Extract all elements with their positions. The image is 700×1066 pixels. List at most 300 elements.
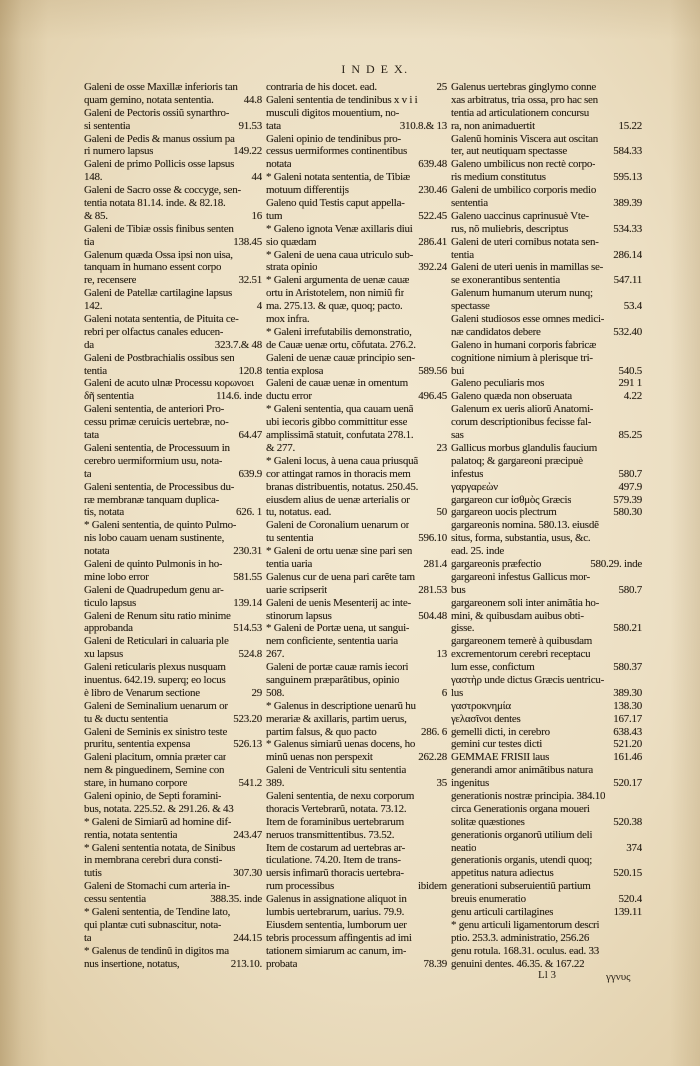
entry-text: ticulatione. 74.20. Item de trans- xyxy=(266,854,401,867)
page-reference: 244.15 xyxy=(233,931,262,944)
index-entry-line xyxy=(451,455,642,468)
page-reference: 230.46 xyxy=(418,184,447,197)
page-reference: 389.39 xyxy=(613,197,642,210)
index-entry-line xyxy=(266,661,447,674)
index-entry-line xyxy=(84,532,262,545)
entry-text: ortu in Aristotelem, non nimiũ fir xyxy=(266,287,405,300)
index-entry-line xyxy=(84,300,262,313)
page-reference: 524.8 xyxy=(238,648,262,661)
entry-text: ma. 275.13. & quæ, quoq; pacto. xyxy=(266,300,403,313)
index-entry-line xyxy=(266,958,447,971)
page-reference: 504.48 xyxy=(418,609,447,622)
index-entry-line xyxy=(84,893,262,906)
entry-text: γαστροκνημία xyxy=(451,699,511,712)
index-entry-line xyxy=(451,416,642,429)
index-entry-line xyxy=(266,532,447,545)
index-entry-line xyxy=(266,842,447,855)
entry-text: tentia xyxy=(451,248,474,261)
entry-text: partim falsus, & quo pacto xyxy=(266,725,377,738)
page-reference: 520.15 xyxy=(613,867,642,880)
entry-text: Galeno peculiaris mos xyxy=(451,377,545,390)
entry-text: appetitus natura adiectus xyxy=(451,867,554,880)
entry-text: stare, in humano corpore xyxy=(84,777,188,790)
page-reference: 15.22 xyxy=(618,119,642,132)
page-reference: 230.31 xyxy=(233,545,262,558)
entry-text: qui plantæ cuti subnascitur, nota- xyxy=(84,918,222,931)
entry-text: * Galeni sententia, de Tendine lato, xyxy=(84,906,231,918)
index-entry-line xyxy=(451,713,642,726)
entry-text: de Cauæ uenæ ortu, cõfutata. 276.2. xyxy=(266,338,416,351)
page-reference: 23 xyxy=(436,441,447,454)
index-entry-line xyxy=(266,597,447,610)
page-reference: 595.13 xyxy=(613,171,642,184)
entry-text: Galeno quid Testis caput appella- xyxy=(266,197,405,210)
index-entry-line xyxy=(451,158,642,171)
index-entry-line xyxy=(451,107,642,120)
index-entry-line xyxy=(84,674,262,687)
page-reference: 139.11 xyxy=(613,906,642,918)
index-entry-line xyxy=(266,223,447,236)
entry-text: * Galenus de tendinũ in digitos ma xyxy=(84,944,229,957)
entry-text: Galenus cur de uena pari carẽte tam xyxy=(266,570,415,583)
page-reference: 496.45 xyxy=(418,390,447,403)
page-reference: 389.30 xyxy=(613,686,642,699)
entry-text: * Galeni notata sententia, de Tibiæ xyxy=(266,171,411,184)
index-entry-line xyxy=(451,726,642,739)
index-entry-line xyxy=(266,442,447,455)
index-entry-line xyxy=(451,94,642,107)
entry-text: ri numero lapsus xyxy=(84,145,154,158)
index-entry-line xyxy=(451,442,642,455)
index-entry-line xyxy=(84,377,262,390)
entry-text: Gallicus morbus glandulis faucium xyxy=(451,441,598,454)
index-entry-line xyxy=(451,287,642,300)
page-reference: 534.33 xyxy=(613,222,642,235)
entry-text: generandi amor animãtibus natura xyxy=(451,764,593,777)
index-entry-line xyxy=(266,236,447,249)
index-entry-line xyxy=(84,738,262,751)
index-entry-line xyxy=(266,545,447,558)
index-entry-line xyxy=(451,945,642,958)
entry-text: ræ membranæ tanquam duplica- xyxy=(84,493,220,506)
entry-text: gargareon uocis plectrum xyxy=(451,506,557,519)
index-entry-line xyxy=(84,803,262,816)
index-entry-line xyxy=(451,545,642,558)
index-entry-line xyxy=(266,249,447,262)
index-entry-line xyxy=(266,738,447,751)
index-entry-line xyxy=(266,584,447,597)
index-entry-line xyxy=(84,726,262,739)
index-entry-line xyxy=(266,700,447,713)
entry-text: excrementorum cerebri receptacu xyxy=(451,648,591,661)
page-reference: 520.4 xyxy=(618,893,642,906)
page-reference: 392.24 xyxy=(418,261,447,274)
page-reference: 514.53 xyxy=(233,622,262,635)
index-entry-line xyxy=(266,571,447,584)
index-entry-line xyxy=(84,133,262,146)
entry-text: cerebro uermiformium usu, nota- xyxy=(84,454,223,467)
entry-text: tata xyxy=(84,429,99,442)
index-entry-line xyxy=(84,519,262,532)
page-reference: 388.35. inde xyxy=(210,893,262,906)
index-entry-line xyxy=(266,468,447,481)
index-entry-line xyxy=(451,429,642,442)
index-entry-line xyxy=(451,274,642,287)
index-entry-line xyxy=(84,919,262,932)
entry-text: generationis nostræ principia. 384.10 xyxy=(451,789,606,802)
entry-text: tutis xyxy=(84,867,102,880)
index-entry-line xyxy=(266,377,447,390)
entry-text: Galeni de uenæ cauæ principio sen- xyxy=(266,351,415,364)
page-reference: 167.17 xyxy=(613,712,642,725)
index-entry-line xyxy=(266,751,447,764)
entry-text: uarie scripserit xyxy=(266,583,328,596)
index-entry-line xyxy=(84,494,262,507)
entry-text: sententia xyxy=(451,197,488,210)
entry-text: merariæ & axillaris, partim uerus, xyxy=(266,712,407,725)
entry-text: pruritu, sententia expensa xyxy=(84,738,191,751)
entry-text: minũ uenas non perspexit xyxy=(266,751,373,764)
entry-text: nus insertione, notatus, xyxy=(84,957,180,970)
page-reference: 584.33 xyxy=(613,145,642,158)
index-entry-line xyxy=(84,558,262,571)
entry-text: sanguinem præparãtibus, opinio xyxy=(266,673,400,686)
entry-text: Galeno quæda non obseruata xyxy=(451,390,572,403)
entry-text: tanquam in humano essent corpo xyxy=(84,261,222,274)
entry-text: Galeni de Pedis & manus ossium pa xyxy=(84,132,235,145)
index-entry-line xyxy=(451,893,642,906)
entry-text: * genu articuli ligamentorum descri xyxy=(451,918,600,931)
entry-text: Galeno uaccinus caprinusuè Vte- xyxy=(451,209,589,222)
index-entry-line xyxy=(266,210,447,223)
index-entry-line xyxy=(451,854,642,867)
page-reference: 35 xyxy=(436,777,447,790)
entry-text: Galeni de Ventriculi situ sententia xyxy=(266,764,407,777)
entry-text: cognitione nimium à plerisque tri- xyxy=(451,351,593,364)
index-entry-line xyxy=(266,81,447,94)
index-entry-line xyxy=(451,236,642,249)
entry-text: solitæ quæstiones xyxy=(451,815,525,828)
index-entry-line xyxy=(84,545,262,558)
entry-text: * Galeni de uena caua utriculo sub- xyxy=(266,248,414,261)
index-entry-line xyxy=(266,932,447,945)
index-entry-line xyxy=(451,184,642,197)
entry-text: quam gemino, notata sententia. xyxy=(84,93,214,106)
page-reference: 262.28 xyxy=(418,751,447,764)
index-entry-line xyxy=(451,648,642,661)
page-reference: 6 xyxy=(441,686,447,699)
entry-text: Galenũ hominis Viscera aut oscitan xyxy=(451,132,599,145)
index-entry-line xyxy=(451,377,642,390)
index-entry-line xyxy=(451,313,642,326)
entry-text: neatio xyxy=(451,841,477,854)
entry-text: cor attingat ramos in thoracis mem xyxy=(266,467,411,480)
entry-text: 148. xyxy=(84,171,103,184)
index-entry-line xyxy=(84,442,262,455)
index-entry-line xyxy=(266,274,447,287)
index-entry-line xyxy=(266,506,447,519)
entry-text: mox infra. xyxy=(266,313,310,326)
index-entry-line xyxy=(266,107,447,120)
entry-text: γαστὴρ unde dictus Græcis uentricu- xyxy=(451,673,604,686)
entry-text: tu sententia xyxy=(266,532,314,545)
entry-text: palatoq; & gargareoni præcipuè xyxy=(451,454,583,467)
entry-text: tu, notatus. ead. xyxy=(266,506,332,519)
index-entry-line xyxy=(451,700,642,713)
index-entry-line xyxy=(451,661,642,674)
running-header: I N D E X. xyxy=(341,62,409,76)
entry-text: Galeni de uenis Mesenterij ac inte- xyxy=(266,596,411,609)
index-entry-line xyxy=(84,584,262,597)
index-entry-line xyxy=(451,919,642,932)
index-entry-line xyxy=(451,610,642,623)
index-entry-line xyxy=(84,197,262,210)
entry-text: ter, aut neutiquam spectasse xyxy=(451,145,567,158)
page-reference: 64.47 xyxy=(238,429,262,442)
page-reference: 281.4 xyxy=(423,557,447,570)
index-entry-line xyxy=(451,120,642,133)
index-entry-line xyxy=(451,532,642,545)
index-entry-line xyxy=(84,481,262,494)
index-entry-line xyxy=(451,777,642,790)
index-entry-line xyxy=(84,829,262,842)
entry-text: circa Generationis organa moueri xyxy=(451,802,590,815)
index-entry-line xyxy=(266,145,447,158)
index-entry-line xyxy=(266,197,447,210)
entry-text: Galeni de umbilico corporis medio xyxy=(451,184,597,197)
index-entry-line xyxy=(451,597,642,610)
page-reference: 307.30 xyxy=(233,867,262,880)
index-entry-line xyxy=(451,145,642,158)
entry-text: * Galeni de ortu uenæ sine pari sen xyxy=(266,545,413,558)
entry-text: 142. xyxy=(84,300,103,313)
index-entry-line xyxy=(266,674,447,687)
entry-text: Item de foraminibus uertebrarum xyxy=(266,815,404,828)
index-entry-line xyxy=(84,120,262,133)
index-entry-line xyxy=(84,571,262,584)
entry-text: notata xyxy=(266,158,292,171)
entry-text: Galeni de Reticulari in caluaria ple xyxy=(84,635,229,648)
entry-text: rebri per olfactus canales educen- xyxy=(84,325,224,338)
page-reference: 281.53 xyxy=(418,583,447,596)
page-reference: 138.45 xyxy=(233,235,262,248)
entry-text: gargareonem soli inter animãtia ho- xyxy=(451,596,600,609)
entry-text: corum descriptionibus fecisse fal- xyxy=(451,416,592,429)
index-entry-line xyxy=(451,81,642,94)
entry-text: Galeni de Seminis ex sinistro teste xyxy=(84,725,228,738)
index-entry-line xyxy=(451,764,642,777)
index-entry-line xyxy=(84,261,262,274)
entry-text: approbanda xyxy=(84,622,133,635)
entry-text: tentia notata 81.14. inde. & 82.18. xyxy=(84,197,226,210)
index-entry-line xyxy=(266,919,447,932)
entry-text: nis lobo cauam uenam sustinente, xyxy=(84,532,225,545)
entry-text: Galeni de Sacro osse & coccyge, sen- xyxy=(84,184,241,197)
index-entry-line xyxy=(84,352,262,365)
index-entry-line xyxy=(84,880,262,893)
index-entry-line xyxy=(451,906,642,919)
entry-text: tentia xyxy=(84,364,107,377)
entry-text: re, recensere xyxy=(84,274,137,287)
index-entry-line xyxy=(451,519,642,532)
index-entry-line xyxy=(451,932,642,945)
index-entry-line xyxy=(84,713,262,726)
index-entry-line xyxy=(84,700,262,713)
index-entry-line xyxy=(266,94,447,107)
page-reference: 32.51 xyxy=(238,274,262,287)
entry-text: bus xyxy=(451,583,466,596)
index-entry-line xyxy=(84,223,262,236)
index-entry-line xyxy=(84,107,262,120)
index-entry-line xyxy=(266,648,447,661)
page-reference: 25 xyxy=(436,81,447,93)
page-reference: 291 1 xyxy=(618,377,642,390)
index-entry-line xyxy=(84,468,262,481)
entry-text: tentia explosa xyxy=(266,364,324,377)
entry-text: gargareon cur ἰσθμὸς Græcis xyxy=(451,493,572,506)
entry-text: breuis enumeratio xyxy=(451,893,526,906)
entry-text: * Galenus simiarũ uenas docens, ho xyxy=(266,738,416,751)
page-reference: 523.20 xyxy=(233,712,262,725)
page-reference: 44 xyxy=(251,171,262,184)
entry-text: tata xyxy=(266,119,281,132)
index-entry-line xyxy=(266,313,447,326)
index-entry-line xyxy=(451,300,642,313)
entry-text: * Galeni sententia, qua cauam uenã xyxy=(266,403,414,416)
index-entry-line xyxy=(451,339,642,352)
entry-text: ductu error xyxy=(266,390,312,403)
entry-text: Eiusdem sententia, lumborum uer xyxy=(266,918,407,931)
index-column-middle xyxy=(266,81,447,970)
index-entry-line xyxy=(451,326,642,339)
page-reference: 580.7 xyxy=(618,583,642,596)
catchword: γγνυς xyxy=(606,971,631,983)
entry-text: branas distribuentis, notatus. 250.45. xyxy=(266,480,419,493)
entry-text: nem & pinguedinem, Semine con xyxy=(84,764,225,777)
index-entry-line xyxy=(84,287,262,300)
index-entry-line xyxy=(266,339,447,352)
entry-text: gemelli dicti, in cerebro xyxy=(451,725,550,738)
index-entry-line xyxy=(84,635,262,648)
entry-text: * Galeni de Simiarũ ad homine dif- xyxy=(84,815,232,828)
index-entry-line xyxy=(266,494,447,507)
entry-text: Item de costarum ad uertebras ar- xyxy=(266,841,406,854)
entry-text: rentia, notata sententia xyxy=(84,828,178,841)
index-entry-line xyxy=(451,584,642,597)
entry-text: probata xyxy=(266,957,298,970)
index-entry-line xyxy=(266,403,447,416)
entry-text: rum processibus xyxy=(266,880,335,893)
index-entry-line xyxy=(84,171,262,184)
entry-text: cessus uermiformes continentibus xyxy=(266,145,408,158)
index-entry-line xyxy=(84,145,262,158)
entry-text: ticulo lapsus xyxy=(84,596,137,609)
entry-text: generationi subseruientiũ partium xyxy=(451,880,591,893)
index-entry-line xyxy=(451,210,642,223)
index-entry-line xyxy=(84,597,262,610)
index-entry-line xyxy=(451,261,642,274)
index-entry-line xyxy=(451,867,642,880)
index-entry-line xyxy=(266,777,447,790)
entry-text: 508. xyxy=(266,686,285,699)
index-entry-line xyxy=(451,352,642,365)
index-entry-line xyxy=(84,390,262,403)
entry-text: Galeni de Coronalium uenarum or xyxy=(266,519,410,532)
entry-text: * Galeni locus, à uena caua priusquã xyxy=(266,454,418,467)
entry-text: mine lobo error xyxy=(84,570,149,583)
index-entry-line xyxy=(84,842,262,855)
entry-text: Galeni sententia, de nexu corporum xyxy=(266,789,415,802)
index-entry-line xyxy=(451,687,642,700)
entry-text: ris medium constitutus xyxy=(451,171,546,184)
entry-text: Galeni de Quadrupedum genu ar- xyxy=(84,583,224,596)
page-reference: 50 xyxy=(436,506,447,519)
entry-text: Galeni notata sententia, de Pituita ce- xyxy=(84,313,239,326)
entry-text: spectasse xyxy=(451,300,490,313)
index-entry-line xyxy=(84,764,262,777)
index-entry-line xyxy=(84,906,262,919)
index-entry-line xyxy=(266,816,447,829)
index-entry-line xyxy=(266,854,447,867)
entry-text: tum xyxy=(266,209,283,222)
entry-text: nem conficiente, sententia uaria xyxy=(266,635,398,648)
entry-text: Galeni studiosos esse omnes medici- xyxy=(451,313,605,326)
page-reference: 532.40 xyxy=(613,325,642,338)
entry-text: Galeni de Stomachi cum arteria in- xyxy=(84,880,230,893)
entry-text: Galeni sententia, de Processuum in xyxy=(84,441,230,454)
index-entry-line xyxy=(266,158,447,171)
entry-text: Galeni sententia de tendinibus x v i i xyxy=(266,93,418,106)
index-entry-line xyxy=(451,558,642,571)
page-reference: 138.30 xyxy=(613,699,642,712)
index-entry-line xyxy=(266,893,447,906)
entry-text: * Galeno ignota Venæ axillaris diui xyxy=(266,222,413,235)
entry-text: Galenum quæda Ossa ipsi non uisa, xyxy=(84,248,233,261)
index-entry-line xyxy=(266,945,447,958)
index-entry-line xyxy=(266,790,447,803)
index-entry-line xyxy=(84,81,262,94)
page-reference: 4.22 xyxy=(623,390,642,403)
index-entry-line xyxy=(266,803,447,816)
index-entry-line xyxy=(266,429,447,442)
index-entry-line xyxy=(266,635,447,648)
page-reference: 639.9 xyxy=(238,467,262,480)
index-entry-line xyxy=(266,184,447,197)
index-column-right xyxy=(451,81,642,970)
page-reference: 13 xyxy=(436,648,447,661)
page-reference: 114.6. inde xyxy=(215,390,262,403)
entry-text: Galeno umbilicus non rectè corpo- xyxy=(451,158,596,171)
entry-text: in membrana cerebri dura consti- xyxy=(84,854,222,867)
page-reference: 286. 6 xyxy=(421,725,447,738)
index-entry-line xyxy=(451,622,642,635)
index-entry-line xyxy=(266,519,447,532)
index-entry-line xyxy=(84,403,262,416)
entry-text: lumbis uertebrarum, uarius. 79.9. xyxy=(266,906,405,918)
index-entry-line xyxy=(451,171,642,184)
entry-text: sas xyxy=(451,429,464,442)
entry-text: Galeno in humani corporis fabricæ xyxy=(451,338,597,351)
entry-text: gisse. xyxy=(451,622,475,635)
entry-text: Galenum humanum uterum nunq; xyxy=(451,287,593,300)
index-entry-line xyxy=(451,494,642,507)
entry-text: notata xyxy=(84,545,110,558)
entry-text: generationis organorũ utilium deli xyxy=(451,828,593,841)
page-reference: 374 xyxy=(626,841,642,854)
entry-text: è libro de Venarum sectione xyxy=(84,686,200,699)
index-column-left xyxy=(84,81,262,970)
page-reference: 540.5 xyxy=(618,364,642,377)
